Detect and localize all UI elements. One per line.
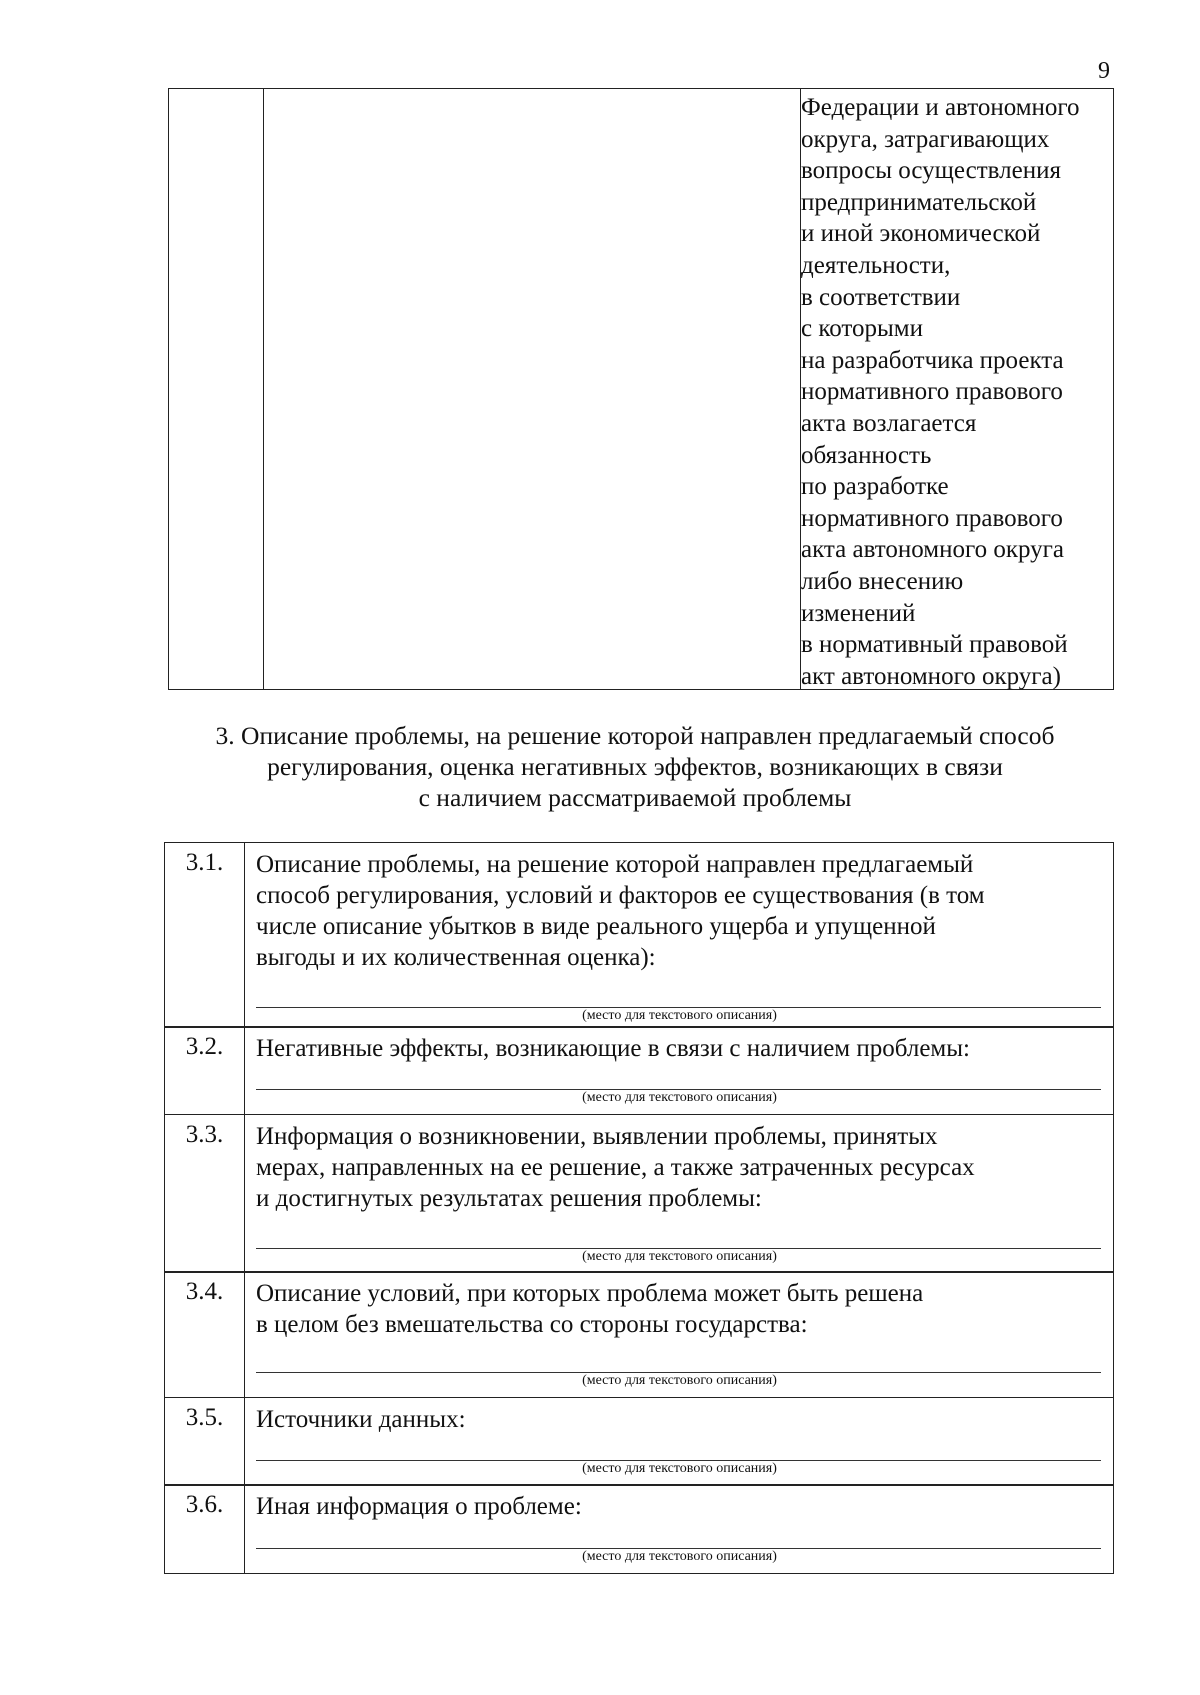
- row-content: [245, 1398, 1113, 1477]
- row-number: 3.2.: [165, 1027, 245, 1114]
- text-line: акт автономного округа): [801, 662, 1061, 690]
- text-line: изменений: [801, 599, 916, 627]
- row-number: 3.1.: [165, 843, 245, 1027]
- text-line: обязанность: [801, 441, 932, 469]
- row-text-line: Негативные эффекты, возникающие в связи с наличием проблемы:: [256, 1035, 970, 1062]
- text-line: акта возлагается: [801, 409, 977, 437]
- text-line: акта автономного округа: [801, 536, 1065, 564]
- text-line: и иной экономической: [801, 220, 1041, 248]
- continuation-cell-text: [801, 92, 1111, 692]
- text-line: в соответствии: [801, 283, 961, 311]
- table-row: [164, 1484, 1114, 1574]
- field-caption: (место для текстового описания): [582, 1549, 777, 1564]
- row-text-line: Описание условий, при которых проблема может быть решена: [256, 1280, 924, 1307]
- row-text-line: в целом без вмешательства со стороны государства:: [256, 1311, 808, 1338]
- text-line: по разработке: [801, 473, 949, 501]
- row-text-line: Информация о возникновении, выявлении проблемы, принятых: [256, 1122, 938, 1150]
- table-row: [164, 1397, 1114, 1486]
- field-caption: (место для текстового описания): [582, 1007, 777, 1023]
- text-line: на разработчика проекта: [801, 346, 1064, 374]
- row-text-line: и достигнутых результатах решения проблемы:: [256, 1184, 762, 1212]
- page-number: 9: [1098, 58, 1110, 84]
- row-number: 3.4.: [165, 1272, 245, 1397]
- field-caption: (место для текстового описания): [582, 1373, 777, 1388]
- table-row: [164, 1114, 1114, 1273]
- table-row: [164, 1026, 1114, 1115]
- row-content: [245, 1027, 1113, 1106]
- row-text-line: выгоды и их количественная оценка):: [256, 943, 656, 971]
- heading-line: 3. Описание проблемы, на решение которой направлен предлагаемый способ: [215, 721, 1055, 750]
- table-row: [164, 842, 1114, 1028]
- row-number: 3.6.: [165, 1485, 245, 1573]
- row-text-line: мерах, направленных на ее решение, а также затраченных ресурсах: [256, 1153, 975, 1181]
- text-line: в нормативный правовой: [801, 631, 1068, 659]
- row-content: [245, 1485, 1113, 1565]
- text-line: либо внесению: [801, 567, 964, 595]
- text-line: вопросы осуществления: [801, 157, 1061, 185]
- row-content: [245, 1115, 1113, 1265]
- text-line: деятельности,: [801, 251, 951, 279]
- text-line: округа, затрагивающих: [801, 125, 1050, 153]
- row-text-line: Иная информация о проблеме:: [256, 1493, 582, 1520]
- field-caption: (место для текстового описания): [582, 1460, 777, 1476]
- text-line: предпринимательской: [801, 188, 1037, 216]
- field-caption: (место для текстового описания): [582, 1090, 777, 1105]
- table-row: [164, 1271, 1114, 1398]
- problem-description-table: [164, 843, 1114, 1574]
- row-number: 3.3.: [165, 1115, 245, 1272]
- row-text-line: способ регулирования, условий и факторов ее существования (в том: [256, 881, 985, 909]
- heading-line: с наличием рассматриваемой проблемы: [418, 783, 852, 812]
- heading-line: регулирования, оценка негативных эффектов, возникающих в связи: [267, 752, 1003, 781]
- text-line: нормативного правового: [801, 504, 1063, 532]
- row-content: [245, 1272, 1113, 1389]
- row-text-line: Описание проблемы, на решение которой направлен предлагаемый: [256, 850, 974, 878]
- row-text-line: числе описание убытков в виде реального ущерба и упущенной: [256, 912, 936, 940]
- text-line: с которыми: [801, 315, 923, 343]
- field-caption: (место для текстового описания): [582, 1248, 777, 1264]
- text-line: Федерации и автономного: [801, 94, 1080, 121]
- section-heading: [150, 720, 1120, 813]
- row-number: 3.5.: [165, 1398, 245, 1485]
- row-text-line: Источники данных:: [256, 1405, 466, 1433]
- column-divider: [263, 89, 264, 689]
- text-line: нормативного правового: [801, 378, 1063, 406]
- row-content: [245, 843, 1113, 1024]
